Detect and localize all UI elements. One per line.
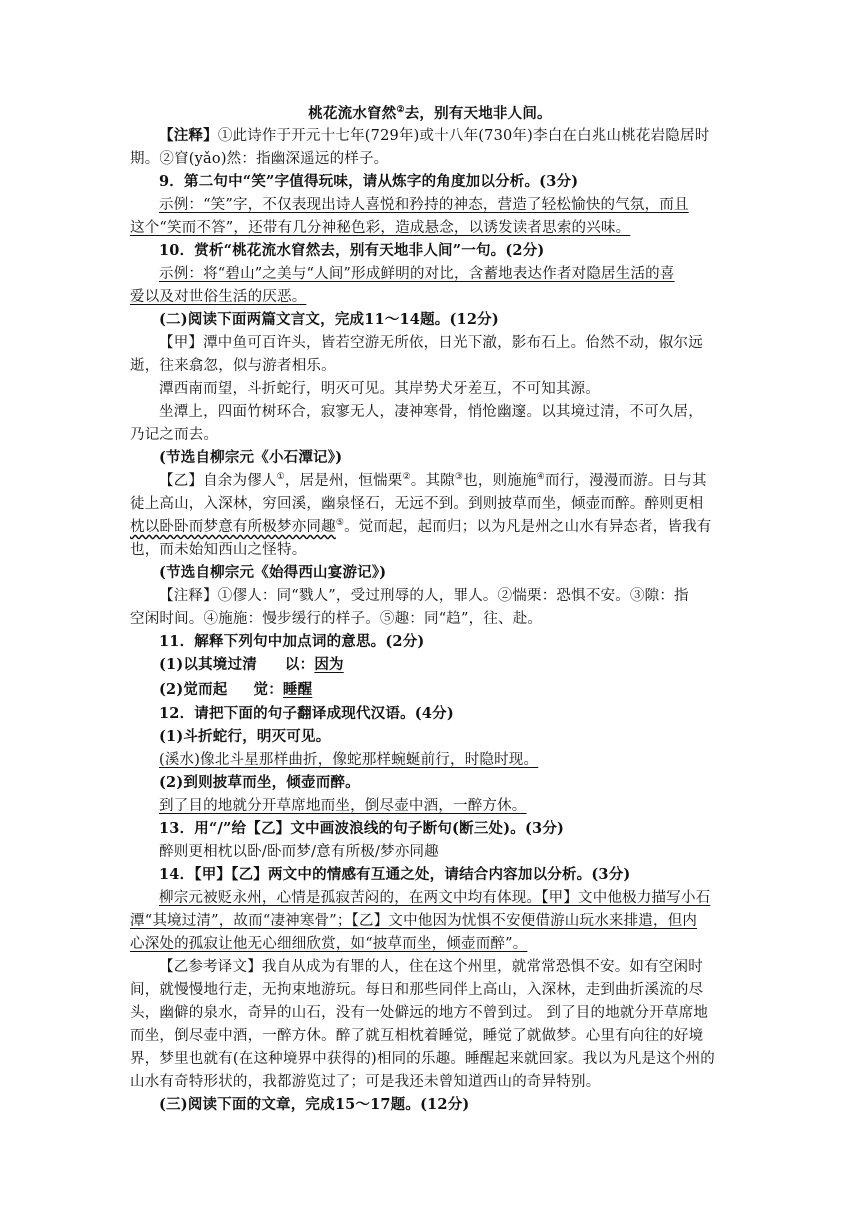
q11-item-1: (1)以其境过清 以：因为	[159, 656, 344, 673]
question-14: 14．【甲】【乙】两文中的情感有互通之处，请结合内容加以分析。(3分)	[159, 866, 631, 883]
translation-line-4: 而坐，倒尽壶中酒，一醉方休。醉了就互相枕着睡觉，睡觉了就做梦。心里有向往的好境	[130, 1028, 704, 1044]
answer-9-line-1: 示例：“笑”字，不仅表现出诗人喜悦和矜持的神态，营造了轻松愉快的气氛，而且	[159, 197, 689, 213]
note-2-line-2: 空闲时间。④施施：慢步缓行的样子。⑤趣：同“趋”，往、赴。	[130, 611, 543, 627]
yi-line-1: 【乙】自余为僇人①，居是州，恒惴栗②。其隙③也，则施施④而行，漫漫而游。日与其	[159, 472, 707, 489]
yi-source: (节选自柳宗元《始得西山宴游记》)	[159, 564, 387, 581]
translation-line-2: 间，就慢慢地行走，无拘束地游玩。每日和那些同伴上高山，入深林，走到曲折溪流的尽	[130, 982, 704, 998]
question-10: 10．赏析“桃花流水窅然去，别有天地非人间”一句。(2分)	[159, 242, 545, 259]
jia-line-2: 逝，往来翕忽，似与游者相乐。	[130, 358, 336, 374]
translation-line-5: 界，梦里也就有(在这种境界中获得的)相同的乐趣。睡醒起来就回家。我以为凡是这个州的	[130, 1051, 716, 1067]
jia-line-5: 乃记之而去。	[130, 427, 219, 443]
answer-10-line-2: 爱以及对世俗生活的厌恶。	[130, 289, 307, 305]
translation-line-1: 【乙参考译文】我自从成为有罪的人，住在这个州里，就常常恐惧不安。如有空闲时	[159, 959, 703, 975]
q11-item-2: (2)觉而起 觉：睡醒	[159, 681, 313, 698]
q14-answer-line-1: 柳宗元被贬永州，心情是孤寂苦闷的，在两文中均有体现。【甲】文中他极力描写小石	[159, 890, 711, 906]
question-13: 13．用“/”给【乙】文中画波浪线的句子断句(断三处)。(3分)	[159, 820, 565, 837]
note-2-line-1: 【注释】①僇人：同“戮人”，受过刑辱的人，罪人。②惴栗：恐惧不安。③隙：指	[159, 588, 689, 604]
q13-answer: 醉则更相枕以卧/卧而梦/意有所极/梦亦同趣	[159, 844, 439, 860]
jia-source: (节选自柳宗元《小石潭记》)	[159, 449, 343, 466]
q14-answer-line-2: 潭“其境过清”，故而“凄神寒骨”；【乙】文中他因为忧惧不安便借游山玩水来排遣，但内	[130, 913, 698, 929]
q12-answer-1: (溪水)像北斗星那样曲折，像蛇那样蜿蜒前行，时隐时现。	[159, 752, 539, 768]
question-11: 11．解释下列句中加点词的意思。(2分)	[159, 633, 425, 650]
section-2-heading: (二)阅读下面两篇文言文，完成11～14题。(12分)	[159, 311, 499, 328]
yi-line-2: 徒上高山，入深林，穷回溪，幽泉怪石，无远不到。到则披草而坐，倾壶而醉。醉则更相	[130, 496, 704, 512]
poem-line: 桃花流水窅然②去，别有天地非人间。	[308, 105, 552, 122]
q12-answer-2: 到了目的地就分开草席地而坐，倒尽壶中酒，一醉方休。	[159, 798, 527, 814]
yi-line-3: 枕以卧卧而梦意有所极梦亦同趣⑤。觉而起，起而归；以为凡是州之山水有异态者，皆我有	[130, 518, 712, 535]
jia-line-4: 坐潭上，四面竹树环合，寂寥无人，凄神寒骨，悄怆幽邃。以其境过清，不可久居，	[159, 404, 703, 420]
q14-answer-line-3: 心深处的孤寂让他无心细细欣赏，如“披草而坐，倾壶而醉”。	[130, 936, 528, 952]
note-1-line-2: 期。②窅(yǎo)然：指幽深遥远的样子。	[130, 151, 389, 167]
jia-line-3: 潭西南而望，斗折蛇行，明灭可见。其岸势犬牙差互，不可知其源。	[159, 381, 600, 397]
jia-line-1: 【甲】潭中鱼可百许头，皆若空游无所依，日光下澈，影布石上。佁然不动，俶尔远	[159, 335, 703, 351]
question-12: 12．请把下面的句子翻译成现代汉语。(4分)	[159, 705, 454, 722]
section-3-heading: (三)阅读下面的文章，完成15～17题。(12分)	[159, 1096, 470, 1113]
answer-9-line-2: 这个“笑而不答”，还带有几分神秘色彩，造成悬念，以诱发读者思索的兴味。	[130, 220, 631, 236]
question-9: 9．第二句中“笑”字值得玩味，请从炼字的角度加以分析。(3分)	[159, 173, 579, 190]
note-1-line-1: 【注释】①此诗作于开元十七年(729年)或十八年(730年)李白在白兆山桃花岩隐居时	[159, 127, 710, 144]
yi-line-4: 也，而未始知西山之怪特。	[130, 542, 307, 558]
q12-item-1: (1)斗折蛇行，明灭可见。	[159, 728, 331, 745]
translation-line-3: 头，幽僻的泉水，奇异的山石，没有一处僻远的地方不曾到过。 到了目的地就分开草席地	[130, 1005, 709, 1021]
translation-line-6: 山水有奇特形状的，我都游览过了；可是我还未曾知道西山的奇异特别。	[130, 1074, 601, 1090]
q12-item-2: (2)到则披草而坐，倾壶而醉。	[159, 774, 360, 791]
answer-10-line-1: 示例：将“碧山”之美与“人间”形成鲜明的对比，含蓄地表达作者对隐居生活的喜	[159, 266, 675, 282]
